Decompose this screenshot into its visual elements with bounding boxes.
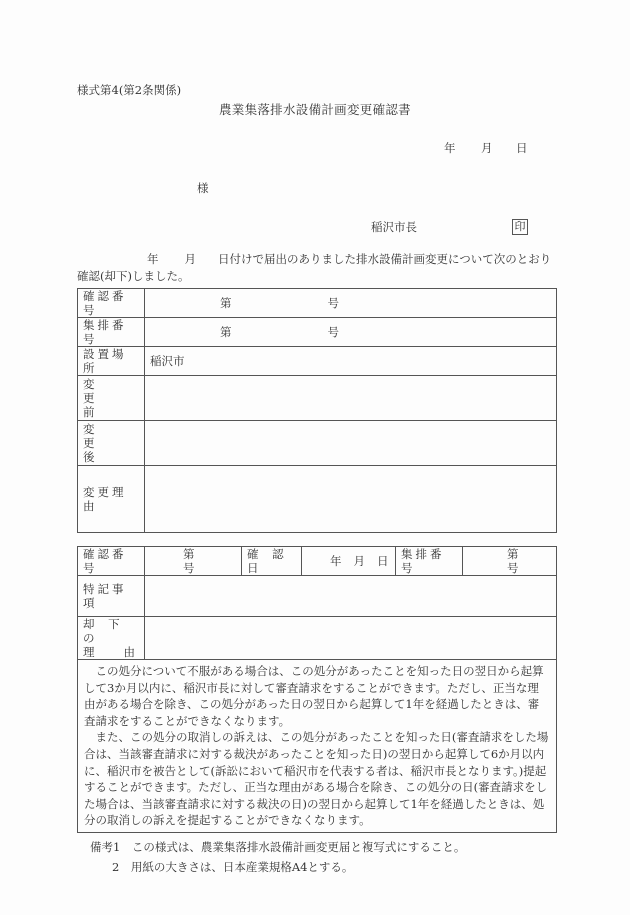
date-year-label: 年 <box>444 141 456 155</box>
location-field[interactable]: 稲沢市 <box>145 347 557 376</box>
seal-mark: 印 <box>512 219 528 235</box>
rejection-reason-label-line1: 却 下 の <box>83 617 125 645</box>
remark-item-1: 備考1 この様式は、農業集落排水設備計画変更届と複写式にすること。 <box>90 839 466 854</box>
shuhai-number-suffix-2: 号 <box>507 561 519 575</box>
appeal-notice <box>78 660 557 833</box>
remarks <box>0 837 630 877</box>
table-row <box>78 466 557 533</box>
table-row <box>78 289 557 318</box>
confirm-number-field[interactable] <box>145 289 557 318</box>
confirm-number-suffix-2: 号 <box>183 561 195 575</box>
special-notes-label: 特記事項 <box>78 576 145 617</box>
special-notes-field[interactable] <box>145 576 557 617</box>
location-label: 設置場所 <box>78 347 145 376</box>
shuhai-number-field[interactable] <box>145 318 557 347</box>
intro-text <box>77 251 557 285</box>
remark-item-2: 2 用紙の大きさは、日本産業規格A4とする。 <box>112 859 354 874</box>
table-row <box>78 376 557 421</box>
issue-date <box>0 142 630 154</box>
form-number: 様式第4(第2条関係) <box>77 83 182 97</box>
confirmation-table <box>77 288 557 533</box>
appeal-notice-paragraph-1: この処分について不服がある場合は、この処分があったことを知った日の翌日から起算して3か月以内に、稲沢市長に対して審査請求をすることができます。ただし、正当な理由がある場合を除き、この処分があった日の翌日から起算して1年を経過したときは、審査請求をすることができなくなります。 <box>84 664 544 728</box>
table-row <box>78 576 557 617</box>
intro-month: 月 <box>184 252 196 266</box>
date-month-label: 月 <box>481 141 493 155</box>
table-row <box>78 347 557 376</box>
shuhai-number-prefix: 第 <box>220 325 232 339</box>
confirm-date-label: 確 認 日 <box>242 547 302 576</box>
intro-year: 年 <box>147 252 159 266</box>
change-reason-label: 変更理由 <box>78 466 145 533</box>
before-change-field[interactable] <box>145 376 557 421</box>
issuer-block <box>0 219 630 235</box>
rejection-reason-label <box>78 617 145 660</box>
before-change-label: 変 更 前 <box>78 376 145 421</box>
rejection-reason-field[interactable] <box>145 617 557 660</box>
shuhai-number-prefix-2: 第 <box>507 547 519 561</box>
confirm-date-month: 月 <box>353 554 365 568</box>
confirm-date-year: 年 <box>330 554 342 568</box>
confirm-number-prefix-2: 第 <box>183 547 195 561</box>
table-row <box>78 421 557 466</box>
table-row <box>78 547 557 576</box>
table-row <box>78 318 557 347</box>
table-row <box>78 660 557 833</box>
confirm-number-suffix: 号 <box>327 296 339 310</box>
confirm-date-field[interactable] <box>302 547 396 576</box>
confirm-number-field-2[interactable] <box>145 547 242 576</box>
change-reason-field[interactable] <box>145 466 557 533</box>
appeal-notice-paragraph-2: また、この処分の取消しの訴えは、この処分があったことを知った日(審査請求をした場合は、当該審査請求に対する裁決があったことを知った日)の翌日から起算して6か月以内に、稲沢市を被告として(訴訟において稲沢市を代表する者は、稲沢市長となります。)提起することができます。ただし、正当な理由がある場合を除き、この処分の日(審査請求をした場合は、当該審査請求に対する裁決の日)の翌日から起算して1年を経過したときは、処分の取消しの訴えを提起することができなくなります。 <box>84 730 549 828</box>
confirm-date-day: 日 <box>377 554 389 568</box>
shuhai-number-label: 集排番号 <box>78 318 145 347</box>
document-title: 農業集落排水設備計画変更確認書 <box>218 102 411 117</box>
shuhai-number-suffix: 号 <box>327 325 339 339</box>
after-change-field[interactable] <box>145 421 557 466</box>
addressee-suffix: 様 <box>197 181 209 195</box>
shuhai-number-label-2: 集排番号 <box>396 547 463 576</box>
date-day-label: 日 <box>516 141 528 155</box>
addressee <box>0 182 630 194</box>
rejection-reason-label-line2: 理 由 <box>83 645 137 659</box>
table-row <box>78 617 557 660</box>
intro-sentence: 日付けで届出のありました排水設備計画変更について次のとおり確認(却下)しました。 <box>77 252 552 283</box>
processing-table <box>77 546 557 833</box>
after-change-label: 変 更 後 <box>78 421 145 466</box>
confirm-number-label-2: 確認番号 <box>78 547 145 576</box>
confirm-number-label: 確認番号 <box>78 289 145 318</box>
shuhai-number-field-2[interactable] <box>463 547 557 576</box>
issuer-name: 稲沢市長 <box>371 220 417 234</box>
confirm-number-prefix: 第 <box>220 296 232 310</box>
